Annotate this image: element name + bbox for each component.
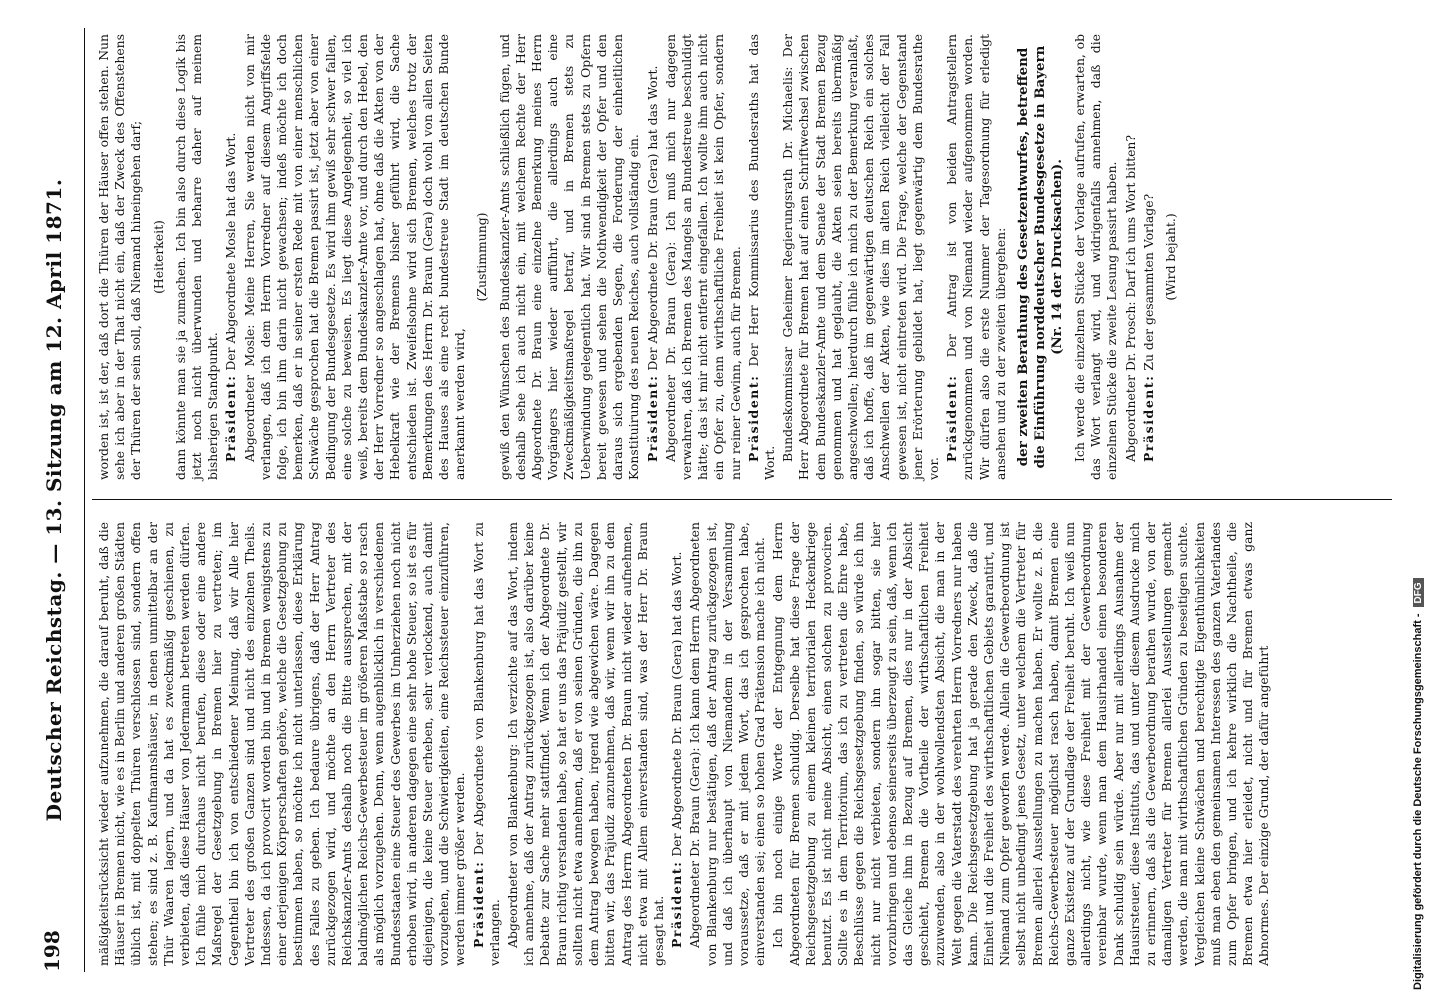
paragraph: [687, 522, 768, 966]
speaker-label: Präsident:: [644, 374, 660, 462]
paragraph-text: Der Abgeordnete Dr. Braun (Gera) hat das Wort.: [644, 65, 660, 375]
paragraph-text: (Zustimmung): [474, 212, 490, 302]
speaker-label: Präsident:: [470, 860, 486, 948]
paragraph-text: Der Herr Kommissarius des Bundesraths hat das Wort.: [745, 34, 777, 480]
page-header: [40, 28, 74, 972]
page-title: Deutscher Reichstag. — 13. Sitzung am 12. April 1871.: [42, 178, 66, 822]
speaker-label: Präsident:: [1140, 374, 1156, 462]
header-rule: [84, 28, 85, 972]
paragraph: [780, 34, 942, 480]
interjection: [1163, 34, 1179, 480]
paragraph-text: Zu der gesammten Vorlage?: [1140, 193, 1156, 375]
speaker-label: Präsident:: [223, 374, 239, 462]
paragraph-text: mäßigkeitsrücksicht wieder aufzunehmen, die darauf beruht, daß die Häuser in Bremen nicht, wie es in Berlin und anderen großen Städten üblich ist, mit doppelten Thüren verschlossen sind, sondern offen stehen; es sind z. B. Kaufmannshäuser, in denen unmittelbar an der Thür Waaren lagern, und da hat es zweckmäßig geschienen, zu verbieten, daß diese Häuser von Jedermann betreten werden dürfen. Ich fühle mich durchaus nicht berufen, diese oder eine andere Maßregel der Gesetzgebung in Bremen hier zu vertreten; im Gegentheil bin ich von entschiedener Meinung, daß wir Alle hier Vertreter des großen Ganzen sind und nicht des einzelnen Theils. Indessen, da ich provocirt worden bin und in Bremen wenigstens zu einer derjenigen Körperschaften gehöre, welche die Gesetzgebung zu bestimmen haben, so möchte ich nicht unterlassen, diese Erklärung des Falles zu geben. Ich bedaure übrigens, daß der Herr Antrag zurückgezogen wird, und möchte an den Herrn Vertreter des Reichskanzler-Amts deshalb noch die Bitte aussprechen, mit der baldmöglichen Reichs-Gewerbesteuer im größeren Maßstabe so rasch als möglich vorzugehen. Denn, wenn augenblicklich in verschiedenen Bundesstaaten eine Steuer des Gewerbes im Umherziehen noch nicht erhoben wird, in anderen dagegen eine sehr hohe Steuer, so ist es für diejenigen, die keine Steuer erheben, sehr verlockend, auch damit vorzugehen, und die Schwierigkeiten, eine Reichssteuer einzuführen, werden immer größer werden.: [96, 522, 468, 966]
paragraph: [1072, 34, 1121, 480]
page-number: 198: [40, 930, 64, 972]
speaker-label: Präsident:: [669, 860, 685, 948]
paragraph-text: der zweiten Berathung des Gesetzentwurfes, betreffend die Einführung norddeutscher Bundesgesetze in Bayern (Nr. 14 der Drucksachen).: [1014, 45, 1065, 469]
paragraph-text: (Wird bejaht.): [1162, 213, 1178, 301]
column-separator: [92, 499, 1392, 500]
paragraph: [1123, 34, 1139, 480]
paragraph: [944, 34, 1009, 480]
speaker-label: Präsident:: [745, 374, 761, 462]
paragraph: [770, 522, 1272, 966]
attribution-text: Digitalisierung gefördert durch die Deutsche Forschungsgemeinschaft -: [1412, 613, 1424, 990]
paragraph: [669, 522, 685, 966]
paragraph-text: Abgeordneter Dr. Braun (Gera): Ich muß mich nur dagegen verwahren, daß ich Bremen des Mangels an Bundestreue beschuldigt hätte; das ist mir nicht entfernt eingefallen. Ich wollte ihm auch nicht ein Opfer zu, denn wirthschaftliche Freiheit ist kein Opfer, sondern nur reiner Gewinn, auch für Bremen.: [662, 34, 743, 480]
paragraph-text: dann könnte man sie ja zumachen. Ich bin also durch diese Logik bis jetzt noch nicht überwunden und beharre daher auf meinem bisherigen Standpunkt.: [172, 34, 221, 480]
speaker-label: Präsident:: [944, 374, 960, 462]
paragraph: [505, 522, 667, 966]
paragraph-text: (Heiterkeit): [150, 220, 166, 294]
paragraph: [223, 34, 239, 480]
interjection: [151, 34, 167, 480]
paragraph-text: Abgeordneter Mosle: Meine Herren, Sie werden nicht von mir verlangen, daß ich dem Herrn Vorredner auf diesem Angriffsfelde folge, ich bin ihm darin nicht gewachsen; indeß möchte ich doch bemerken, daß er in seiner ersten Rede mit von einer menschlichen Schwäche gesprochen hat die Bremen passirt ist, jetzt aber von einer Bedingung der Bundesgesetze. Es wird ihm gewiß sehr schwer fallen, eine solche zu beweisen. Es liegt diese Angelegenheit, so viel ich weiß, bereits dem Bundeskanzler-Amte vor, und durch den Hebel, den der Herr Vorredner so angeschlagen hat, ohne daß die Akten von der Hebelkraft wie der Bremens bisher geführt wird, die Sache entschieden ist. Zweifelsohne wird sich Bremen, welches trotz der Bemerkungen des Herrn Dr. Braun (Gera) doch wohl von allen Seiten des Hauses als eine recht bundestreue Stadt im deutschen Bunde anerkannt werden wird,: [241, 34, 468, 480]
paragraph-text: Der Abgeordnete Mosle hat das Wort.: [223, 132, 239, 375]
dfg-attribution: [1412, 10, 1430, 990]
dfg-logo-badge: DFG: [1413, 578, 1424, 607]
paragraph: [96, 34, 145, 480]
paragraph: [471, 522, 503, 966]
paragraph: [497, 34, 643, 480]
paragraph-text: Der Antrag ist von beiden Antragstellern zurückgenommen und von Niemand wieder aufgenommen worden. Wir dürfen also die erste Nummer der Tagesordnung für erledigt ansehen und zu der zweiten übergehen:: [944, 34, 1008, 480]
paragraph-text: Abgeordneter von Blankenburg: Ich verzichte auf das Wort, indem ich annehme, daß der Antrag zurückgezogen ist, also darüber keine Debatte zur Sache mehr stattfindet. Wenn ich der Abgeordnete Dr. Braun richtig verstanden habe, so hat er uns das Präjudiz gestellt, wir sollten nicht etwa annehmen, daß er von seinen Gründen, die ihn zu dem Antrag bewogen haben, irgend wie abgewichen wäre. Dagegen bitten wir, das Präjudiz anzunehmen, daß wir, wenn wir ihn zu dem Antrag des Herrn Abgeordneten Dr. Braun nicht wieder aufnehmen, nicht etwa mit Allem einverstanden sind, was der Herr Dr. Braun gesagt hat.: [505, 522, 666, 966]
paragraph: [663, 34, 744, 480]
paragraph-text: Der Abgeordnete von Blankenburg hat das Wort zu verlangen.: [470, 522, 502, 966]
paragraph-text: gewiß den Wünschen des Bundeskanzler-Amts schließlich fügen, und deshalb sehe ich auch nicht ein, mit welchem Rechte der Herr Abgeordnete Dr. Braun eine einzelne Bemerkung meines Herrn Vorgängers hier wieder aufführt, die allerdings auch eine Zweckmäßigkeitsmaßregel betraf, und in Bremen stets zu Ueberwindung gelegentlich hat. Wir sind in Bremen stets zu Opfern bereit gewesen und sehen die Nothwendigkeit der Opfer und den daraus sich ergebenden Segen, die Forderung der einheitlichen Konstituirung des neuen Reiches, auch vollständig ein.: [496, 34, 642, 480]
paragraph-text: Abgeordneter Dr. Prosch: Darf ich ums Wort bitten?: [1122, 134, 1138, 462]
paragraph-text: Abgeordneter Dr. Braun (Gera): Ich kann dem Herrn Abgeordneten von Blankenburg nur bestätigen, daß der Antrag zurückgezogen ist, und daß ich überhaupt von Niemandem in der Versammlung voraussetze, daß er mit jedem Wort, das ich gesprochen habe, einverstanden sei; einen so hohen Grad Prätension mache ich nicht.: [687, 522, 768, 966]
paragraph-text: Bundeskommissar Geheimer Regierungsrath Dr. Michaelis: Der Herr Abgeordnete für Bremen hat auf einen Schriftwechsel zwischen dem Bundeskanzler-Amte und dem Senate der Stadt Bremen Bezug genommen und hat geglaubt, die Akten seien bereits übermäßig angeschwollen; hierdurch fühle ich mich zu der Bemerkung veranlaßt, daß ich hoffe, daß im gegenwärtigen deutschen Reich ein solches Anschwellen der Akten, wie dies im alten Reich vielleicht der Fall gewesen ist, nicht eintreten wird. Die Frage, welche der Gegenstand jener Erörterung gebildet hat, liegt gegenwärtig dem Bundesrathe vor.: [780, 34, 941, 480]
paragraph: [645, 34, 661, 480]
paragraph-text: Ich bin noch einige Worte der Entgegnung dem Herrn Abgeordneten für Bremen schuldig. Derselbe hat diese Frage der Reichsgesetzgebung zu einem kleinen territorialen Heckenkriege benutzt. Es ist nicht meine Absicht, einen solchen zu provociren. Sollte es in dem Territorium, das ich zu vertreten die Ehre habe, Beschlüsse gegen die Reichsgesetzgebung finden, so würde ich ihn nicht nur nicht verbieten, sondern ihn sogar bitten, sie hier vorzubringen und ebenso seinerseits überzeugt zu sein, daß, wenn ich das Gleiche ihm in Bezug auf Bremen, dies nur in der Absicht geschieht, Bremen die Vortheile der wirthschaftlichen Freiheit zuzuwenden, also in der wohlwollendsten Absicht, die man in der Welt gegen die Vaterstadt des verehrten Herrn Vorredners nur haben kann. Die Reichsgesetzgebung hat ja gerade den Zweck, daß die Einheit und die Freiheit des wirthschaftlichen Gebiets garantirt, und Niemand zum Opfer geworfen werde. Allein die Gewerbeordnung ist selbst nicht unbedingt jenes Gesetz, unter welchem die Vertreter für Bremen allerlei Ausstellungen zu machen haben. Er wollte z. B. die Reichs-Gewerbesteuer möglichst rasch haben, damit Bremen eine ganze Existenz auf der Grundlage der Freiheit beruht. Ich weiß nun allerdings nicht, wie diese Freiheit mit der Gewerbeordnung vereinbar wurde, wenn man dem Hausirhandel einen besonderen Dank schuldig sein würde. Aber nur mit allerdings Ausnahme der Hausirsteuer, diese Instituts, das und unter diesem Ausdrucke mich zu erinnern, daß als die Gewerbeordnung berathen wurde, von der damaligen Vertreter für Bremen allerlei Ausstellungen gemacht werden, die man mit wirthschaftlichen Gründen zu beseitigen suchte. Vergleichen kleine Schwächen und berechtigte Eigenthümlichkeiten muß man eben den gemeinsamen Interessen des ganzen Vaterlandes zum Opfer bringen, und ich kehre wirklich die Nachtheile, die Bremen etwa hier erleidet, nicht und für Bremen etwas ganz Abnormes. Der einzige Grund, der dafür angeführt: [770, 522, 1272, 966]
paragraph-text: worden ist, ist der, daß dort die Thüren der Häuser offen stehen. Nun sehe ich aber in der That nicht ein, daß der Zweck des Offenstehens der Thüren der sein soll, daß Niemand hineingehen darf;: [96, 34, 144, 480]
paragraph: [96, 522, 469, 966]
paragraph: [173, 34, 222, 480]
agenda-heading: [1015, 44, 1066, 470]
paragraph-text: Ich werde die einzelnen Stücke der Vorlage aufrufen, erwarten, ob das Wort verlangt wird, und widrigenfalls annehmen, daß die einzelnen Stücke die zweite Lesung passirt haben.: [1071, 34, 1120, 480]
paragraph-text: Der Abgeordnete Dr. Braun (Gera) hat das Wort.: [669, 551, 685, 861]
left-column: [96, 522, 1275, 966]
paragraph: [746, 34, 778, 480]
paragraph: [1141, 34, 1157, 480]
interjection: [474, 34, 490, 480]
paragraph: [242, 34, 469, 480]
right-column: [96, 34, 1185, 480]
